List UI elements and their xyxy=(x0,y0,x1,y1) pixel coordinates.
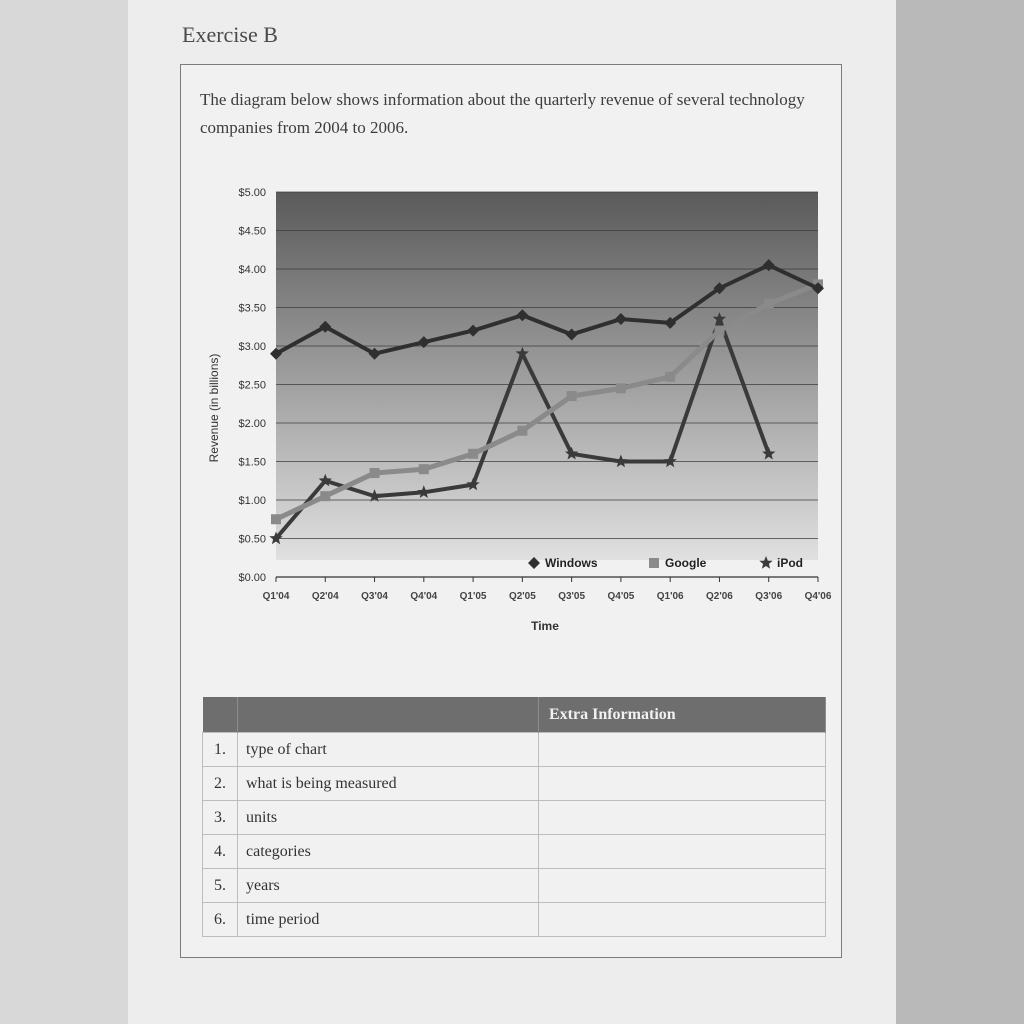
row-answer-cell[interactable] xyxy=(539,903,826,937)
x-tick-label: Q4'06 xyxy=(804,591,832,602)
x-tick-label: Q1'06 xyxy=(656,591,684,602)
row-label: years xyxy=(238,869,539,903)
y-tick-label: $4.50 xyxy=(238,225,266,238)
row-number: 2. xyxy=(203,767,238,801)
table-row xyxy=(203,869,826,903)
header-num-cell xyxy=(203,697,238,733)
x-tick-label: Q1'05 xyxy=(459,591,487,602)
row-answer-cell[interactable] xyxy=(539,801,826,835)
x-tick-label: Q4'05 xyxy=(607,591,635,602)
x-tick-label: Q4'04 xyxy=(410,591,438,602)
table-row xyxy=(203,903,826,937)
data-point-google xyxy=(271,514,281,524)
table-row xyxy=(203,767,826,801)
row-label: type of chart xyxy=(238,733,539,767)
x-tick-label: Q2'05 xyxy=(508,591,536,602)
y-tick-label: $1.50 xyxy=(238,456,266,469)
y-tick-label: $2.00 xyxy=(238,418,266,430)
revenue-line-chart xyxy=(190,178,840,648)
y-tick-labels xyxy=(238,187,266,584)
x-tick-labels xyxy=(263,577,832,602)
data-point-google xyxy=(714,326,724,336)
row-label: what is being measured xyxy=(238,767,539,801)
row-number: 5. xyxy=(203,869,238,903)
row-answer-cell[interactable] xyxy=(539,835,826,869)
row-number: 1. xyxy=(203,733,238,767)
x-axis-label: Time xyxy=(531,619,559,633)
table-row xyxy=(203,835,826,869)
data-point-google xyxy=(567,391,577,401)
background-left xyxy=(0,0,128,1024)
x-tick-label: Q2'06 xyxy=(706,591,733,602)
background-right xyxy=(894,0,1024,1024)
data-point-google xyxy=(764,299,774,309)
x-tick-label: Q2'04 xyxy=(311,591,339,602)
y-tick-label: $3.50 xyxy=(238,302,266,315)
y-tick-label: $1.00 xyxy=(238,495,266,507)
data-point-google xyxy=(370,468,380,478)
legend-label-windows: Windows xyxy=(545,556,598,570)
table-row xyxy=(203,733,826,767)
row-number: 6. xyxy=(203,903,238,937)
y-tick-label: $5.00 xyxy=(238,187,266,199)
y-tick-label: $0.00 xyxy=(238,572,266,584)
plot-area xyxy=(276,192,818,560)
data-point-google xyxy=(320,491,330,501)
header-label-cell xyxy=(238,697,539,733)
data-point-google xyxy=(665,372,675,382)
table-row xyxy=(203,801,826,835)
row-answer-cell[interactable] xyxy=(539,733,826,767)
y-tick-label: $0.50 xyxy=(238,533,266,546)
row-answer-cell[interactable] xyxy=(539,767,826,801)
extra-information-table xyxy=(202,697,826,937)
row-number: 3. xyxy=(203,801,238,835)
exercise-heading: Exercise B xyxy=(182,22,278,47)
x-tick-label: Q3'06 xyxy=(755,591,783,602)
data-point-google xyxy=(517,426,527,436)
legend-label-ipod: iPod xyxy=(777,556,803,570)
data-point-google xyxy=(616,383,626,393)
table-header-row xyxy=(203,697,826,733)
intro-text: The diagram below shows information about the quarterly revenue of several technology companies from 2004 to 2006. xyxy=(200,90,805,137)
legend-label-google: Google xyxy=(665,556,707,570)
row-label: time period xyxy=(238,903,539,937)
row-answer-cell[interactable] xyxy=(539,869,826,903)
row-number: 4. xyxy=(203,835,238,869)
y-tick-label: $3.00 xyxy=(238,341,266,353)
row-label: categories xyxy=(238,835,539,869)
y-tick-label: $4.00 xyxy=(238,264,266,276)
x-tick-label: Q3'04 xyxy=(361,591,388,602)
row-label: units xyxy=(238,801,539,835)
legend-marker-google xyxy=(649,558,659,568)
y-tick-label: $2.50 xyxy=(238,379,266,392)
header-extra-info: Extra Information xyxy=(539,697,826,733)
x-tick-label: Q1'04 xyxy=(262,591,290,602)
data-point-google xyxy=(468,449,478,459)
x-tick-label: Q3'05 xyxy=(558,591,586,602)
data-point-google xyxy=(419,464,429,474)
table-body xyxy=(203,733,826,937)
y-axis-label: Revenue (in billions) xyxy=(207,353,221,463)
